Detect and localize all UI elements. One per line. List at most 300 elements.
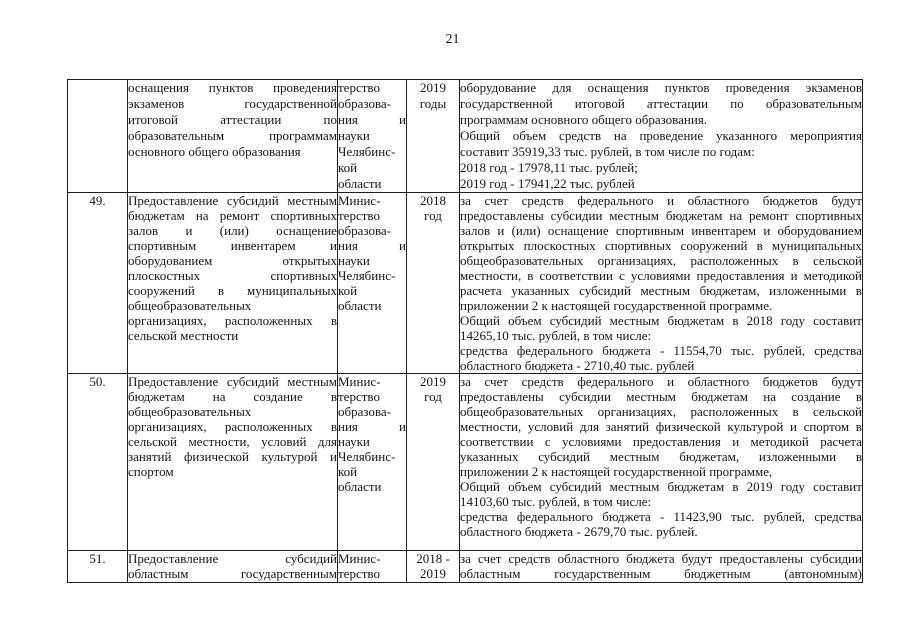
table-row xyxy=(68,374,863,551)
word: в xyxy=(792,404,799,419)
word: соответствии xyxy=(539,268,613,283)
content-line xyxy=(460,509,862,524)
word: проведение xyxy=(639,128,704,143)
word: бюджета xyxy=(602,509,651,524)
executor-line: Минис- xyxy=(338,374,381,389)
content-line: программам основного общего образования. xyxy=(460,112,708,127)
period-line: 2018 xyxy=(420,193,446,208)
description-line xyxy=(128,128,337,144)
description-line xyxy=(128,419,337,434)
word: бюджетам, xyxy=(699,283,760,298)
word: бюджетам xyxy=(128,208,185,223)
word: субсидии xyxy=(550,208,603,223)
word: году xyxy=(780,479,806,494)
word: субсидий xyxy=(226,193,279,208)
word: условиями xyxy=(561,434,622,449)
word: Общий xyxy=(460,313,500,328)
word: создание xyxy=(791,389,841,404)
word: итоговой xyxy=(574,96,625,111)
word: изложенными xyxy=(769,283,847,298)
word: федерального xyxy=(577,193,654,208)
word: местным xyxy=(626,389,676,404)
content-line xyxy=(460,434,862,449)
word: Предоставление xyxy=(128,193,219,208)
word: Общий xyxy=(460,128,500,143)
word: объем xyxy=(512,128,547,143)
executor-cell xyxy=(338,80,407,193)
content-line xyxy=(460,223,862,238)
word: субсидий xyxy=(579,283,631,298)
executor-line: кой xyxy=(338,160,358,175)
word: спортивных xyxy=(604,238,672,253)
executor-cell xyxy=(338,551,407,583)
word: федерального xyxy=(516,509,594,524)
word: областным xyxy=(128,566,189,581)
word: с xyxy=(619,268,625,283)
period-cell xyxy=(407,80,460,193)
word: местности, xyxy=(188,434,250,449)
word: ния xyxy=(338,112,358,127)
executor-line: терство xyxy=(338,389,380,404)
word: организациях, xyxy=(597,404,677,419)
description-line xyxy=(128,193,337,208)
description-cell xyxy=(128,551,338,583)
word: оснащение xyxy=(547,223,609,238)
word: бюджетам, xyxy=(679,449,740,464)
word: предоставлены xyxy=(460,208,544,223)
word: оснащения xyxy=(587,80,649,95)
word: проведения xyxy=(725,80,790,95)
period-line: 2019 xyxy=(420,80,446,95)
word: оборудованием xyxy=(128,253,213,268)
content-cell xyxy=(460,193,863,374)
word: субсидий xyxy=(285,551,337,566)
word: спортивным xyxy=(128,238,197,253)
word: спортивных xyxy=(270,208,337,223)
description-line xyxy=(128,80,337,96)
word: оборудованием xyxy=(777,223,862,238)
content-line xyxy=(460,268,862,283)
word: бюджетов xyxy=(762,374,818,389)
period-cell xyxy=(407,193,460,374)
word: изложенными xyxy=(758,449,837,464)
word: предоставлены xyxy=(460,389,544,404)
description-line xyxy=(128,313,337,328)
word: средства xyxy=(814,343,862,358)
word: федерального xyxy=(516,343,594,358)
word: для xyxy=(317,434,337,449)
executor-cell xyxy=(338,374,407,551)
word: создание xyxy=(253,389,303,404)
content-line: 2018 год - 17978,11 тыс. рублей; xyxy=(460,160,638,175)
word: методикой xyxy=(803,268,862,283)
word: проведения xyxy=(273,80,337,95)
period-cell xyxy=(407,374,460,551)
word: бюджетам xyxy=(128,389,185,404)
executor-line: Челябинс- xyxy=(338,268,396,283)
word: культурой xyxy=(727,419,784,434)
word: на xyxy=(613,128,627,143)
word: инвентарем xyxy=(691,223,757,238)
word: и xyxy=(790,268,798,283)
word: аттестации xyxy=(646,96,709,111)
word: субсидий xyxy=(549,479,602,494)
word: экзаменов xyxy=(805,80,862,95)
executor-cell xyxy=(338,193,407,374)
word: 2018 xyxy=(746,313,773,328)
executor-line: Челябинс- xyxy=(338,144,396,159)
word: расчета xyxy=(460,283,502,298)
content-line xyxy=(460,343,862,358)
program-activities-table xyxy=(67,79,863,583)
period-line: 2019 xyxy=(420,374,446,389)
word: государственной xyxy=(244,96,337,111)
word: федерального xyxy=(577,374,654,389)
word: общеобразовательных xyxy=(460,253,584,268)
word: плоскостных xyxy=(128,268,201,283)
word: занятий xyxy=(605,419,650,434)
word: в xyxy=(855,419,862,434)
word: спортом xyxy=(803,419,850,434)
content-line xyxy=(460,389,862,404)
executor-line: области xyxy=(338,176,382,191)
word: местным xyxy=(287,374,337,389)
word: в xyxy=(855,389,862,404)
word: бюджетным xyxy=(684,566,751,581)
word: составит xyxy=(813,479,862,494)
word: организациях, xyxy=(128,419,207,434)
content-line: составит 35919,33 тыс. рублей, в том числе по годам: xyxy=(460,144,755,159)
executor-line: терство xyxy=(338,566,380,581)
word: программам xyxy=(269,128,337,143)
executor-line: терство xyxy=(338,80,380,95)
description-cell xyxy=(128,374,338,551)
content-line xyxy=(460,283,862,298)
word: и xyxy=(667,193,675,208)
word: тыс. xyxy=(730,343,755,358)
content-line: приложении 2 к настоящей государственной программе. xyxy=(460,298,773,313)
description-line xyxy=(128,112,337,128)
description-line xyxy=(128,434,337,449)
table-row xyxy=(68,551,863,583)
word: указанных xyxy=(460,449,519,464)
content-line xyxy=(460,419,862,434)
word: условиями xyxy=(630,268,691,283)
word: плоскостных xyxy=(523,238,596,253)
word: открытых xyxy=(282,253,337,268)
word: расположенных xyxy=(690,253,779,268)
word: областного xyxy=(557,551,620,566)
word: бюджетам xyxy=(691,389,748,404)
description-line xyxy=(128,389,337,404)
content-line: 14103,60 тыс. рублей, в том числе: xyxy=(460,494,652,509)
word: и xyxy=(789,419,797,434)
row-number: 49. xyxy=(89,193,106,208)
row-number: 51. xyxy=(89,551,106,566)
word: методикой xyxy=(750,434,809,449)
word: Предоставление xyxy=(128,551,219,566)
word: расположенных xyxy=(224,419,313,434)
word: субсидии xyxy=(810,551,862,566)
word: - xyxy=(659,509,665,524)
word: за xyxy=(460,551,471,566)
content-line xyxy=(460,374,862,389)
content-line xyxy=(460,193,862,208)
word: организациях, xyxy=(597,253,677,268)
word: местным xyxy=(287,193,337,208)
period-line: годы xyxy=(419,96,447,111)
word: (или) xyxy=(511,223,541,238)
executor-line: области xyxy=(338,298,382,313)
description-line xyxy=(128,253,337,268)
content-line xyxy=(460,449,862,464)
word: открытых xyxy=(460,238,515,253)
word: по xyxy=(730,96,744,111)
word: итоговой xyxy=(128,112,178,127)
word: областного xyxy=(687,374,750,389)
word: экзаменов xyxy=(128,96,185,111)
executor-line: науки xyxy=(338,434,370,449)
word: физической xyxy=(655,419,721,434)
word: сооружений xyxy=(128,283,195,298)
period-cell xyxy=(407,551,460,583)
description-line xyxy=(128,449,337,464)
word: областным xyxy=(460,566,521,581)
word: составит xyxy=(813,313,862,328)
word: (автономным) xyxy=(784,566,862,581)
word: в xyxy=(330,313,337,328)
row-number: 50. xyxy=(89,374,106,389)
word: бюджета xyxy=(602,343,651,358)
word: государственной xyxy=(460,96,553,111)
word: средства xyxy=(460,509,508,524)
word: образовательным xyxy=(765,96,862,111)
word: сельской xyxy=(128,434,177,449)
word: расположенных xyxy=(224,313,313,328)
word: организациях, xyxy=(128,313,207,328)
word: средств xyxy=(521,193,564,208)
content-line xyxy=(460,551,862,566)
word: будут xyxy=(831,374,862,389)
word: и xyxy=(497,223,505,238)
word: на xyxy=(729,208,743,223)
word: в xyxy=(732,479,739,494)
word: условий xyxy=(261,434,307,449)
content-line xyxy=(460,96,862,112)
table-row xyxy=(68,80,863,193)
word: предоставления xyxy=(632,434,721,449)
word: областного xyxy=(687,193,750,208)
word: - xyxy=(659,343,665,358)
content-line xyxy=(460,313,862,328)
executor-line: Минис- xyxy=(338,193,381,208)
row-number-cell xyxy=(68,374,128,551)
period-line: год xyxy=(424,389,442,404)
word: (или) xyxy=(219,223,249,238)
description-line xyxy=(128,96,337,112)
word: пунктов xyxy=(208,80,254,95)
description-line: сельской местности xyxy=(128,328,239,343)
word: счет xyxy=(484,374,509,389)
executor-line: Минис- xyxy=(338,551,381,566)
word: бюджетам xyxy=(667,313,725,328)
word: инвентарем xyxy=(230,238,296,253)
word: указанных xyxy=(511,283,570,298)
word: счет xyxy=(484,193,509,208)
word: спортивным xyxy=(615,223,685,238)
word: и xyxy=(667,374,675,389)
period-line: год xyxy=(424,208,442,223)
word: соответствии xyxy=(460,434,534,449)
content-line: областного бюджета - 2679,70 тыс. рублей. xyxy=(460,524,698,539)
executor-line xyxy=(338,238,406,253)
word: и xyxy=(732,434,740,449)
description-line xyxy=(128,551,337,566)
executor-line: науки xyxy=(338,128,370,143)
word: и xyxy=(399,112,406,127)
word: на xyxy=(763,389,776,404)
word: на xyxy=(195,208,209,223)
word: расчета xyxy=(820,434,862,449)
word: занятий xyxy=(128,449,172,464)
word: муниципальных xyxy=(246,283,337,298)
word: средств xyxy=(559,128,602,143)
executor-line: науки xyxy=(338,253,370,268)
word: на xyxy=(212,389,226,404)
word: культурой xyxy=(261,449,318,464)
word: для xyxy=(552,80,572,95)
word: объем xyxy=(508,479,542,494)
word: бюджетам xyxy=(665,208,723,223)
executor-line: Челябинс- xyxy=(338,449,396,464)
word: средств xyxy=(508,551,551,566)
executor-line: терство xyxy=(338,208,380,223)
word: в xyxy=(217,283,224,298)
word: и xyxy=(185,223,193,238)
word: спортивных xyxy=(270,268,337,283)
word: в xyxy=(330,419,337,434)
word: в xyxy=(792,253,799,268)
row-number-cell xyxy=(68,80,128,193)
word: мероприятия xyxy=(789,128,862,143)
word: рублей, xyxy=(763,509,806,524)
word: оснащение xyxy=(276,223,337,238)
word: 11423,90 xyxy=(673,509,722,524)
word: в xyxy=(855,449,862,464)
description-line xyxy=(128,238,337,253)
word: местным xyxy=(609,449,660,464)
word: субсидий xyxy=(226,374,279,389)
word: будут xyxy=(831,193,862,208)
word: государственным xyxy=(240,566,337,581)
word: оборудование xyxy=(460,80,537,95)
word: сельской xyxy=(812,404,862,419)
executor-line: образова- xyxy=(338,404,392,419)
row-number-cell xyxy=(68,551,128,583)
word: объем xyxy=(508,313,542,328)
word: по xyxy=(323,112,337,127)
executor-line: кой xyxy=(338,464,358,479)
word: 11554,70 xyxy=(673,343,722,358)
word: местным xyxy=(609,479,660,494)
word: условий xyxy=(527,419,574,434)
executor-line: кой xyxy=(338,283,358,298)
word: местным xyxy=(609,313,660,328)
content-line xyxy=(460,208,862,223)
word: аттестации xyxy=(220,112,282,127)
word: бюджета xyxy=(626,551,675,566)
word: и xyxy=(399,238,406,253)
word: в xyxy=(756,238,763,253)
word: ния xyxy=(338,238,358,253)
content-cell xyxy=(460,80,863,193)
description-cell xyxy=(128,80,338,193)
word: и xyxy=(330,449,337,464)
content-line xyxy=(460,404,862,419)
description-line xyxy=(128,566,337,581)
description-line xyxy=(128,283,337,298)
description-line: основного общего образования xyxy=(128,144,301,159)
content-line: приложении 2 к настоящей государственной программе, xyxy=(460,464,773,479)
word: средства xyxy=(460,343,508,358)
word: субсидий xyxy=(549,313,602,328)
word: Предоставление xyxy=(128,374,219,389)
word: предоставления xyxy=(696,268,785,283)
word: в xyxy=(732,313,739,328)
word: образовательным xyxy=(128,128,225,143)
word: оснащения xyxy=(128,80,189,95)
word: залов xyxy=(128,223,159,238)
executor-line: области xyxy=(338,479,382,494)
word: будут xyxy=(681,551,713,566)
executor-line xyxy=(338,112,406,128)
content-line xyxy=(460,128,862,144)
description-line xyxy=(128,268,337,283)
description-line xyxy=(128,374,337,389)
content-line: 2019 год - 17941,22 тыс. рублей xyxy=(460,176,635,191)
word: местным xyxy=(640,283,691,298)
word: муниципальных xyxy=(771,238,862,253)
word: в xyxy=(527,268,534,283)
word: местным xyxy=(609,208,659,223)
description-line: спортом xyxy=(128,464,174,479)
content-cell xyxy=(460,551,863,583)
word: в xyxy=(855,283,862,298)
word: сельской xyxy=(812,253,862,268)
content-line xyxy=(460,238,862,253)
description-line: общеобразовательных xyxy=(128,298,252,313)
word: расположенных xyxy=(690,404,779,419)
word: в xyxy=(330,389,337,404)
word: залов xyxy=(460,223,491,238)
executor-line: образова- xyxy=(338,223,392,238)
word: субсидий xyxy=(538,449,590,464)
word: государственным xyxy=(554,566,651,581)
word: средства xyxy=(814,509,862,524)
word: для xyxy=(579,419,599,434)
content-line xyxy=(460,80,862,96)
content-cell xyxy=(460,374,863,551)
word: рублей, xyxy=(763,343,806,358)
description-line xyxy=(128,223,337,238)
description-line: общеобразовательных xyxy=(128,404,252,419)
word: местности, xyxy=(460,268,522,283)
word: за xyxy=(460,193,471,208)
word: ремонт xyxy=(219,208,260,223)
word: и xyxy=(399,419,406,434)
word: за xyxy=(460,374,471,389)
content-line: 14265,10 тыс. рублей, в том числе: xyxy=(460,328,652,343)
